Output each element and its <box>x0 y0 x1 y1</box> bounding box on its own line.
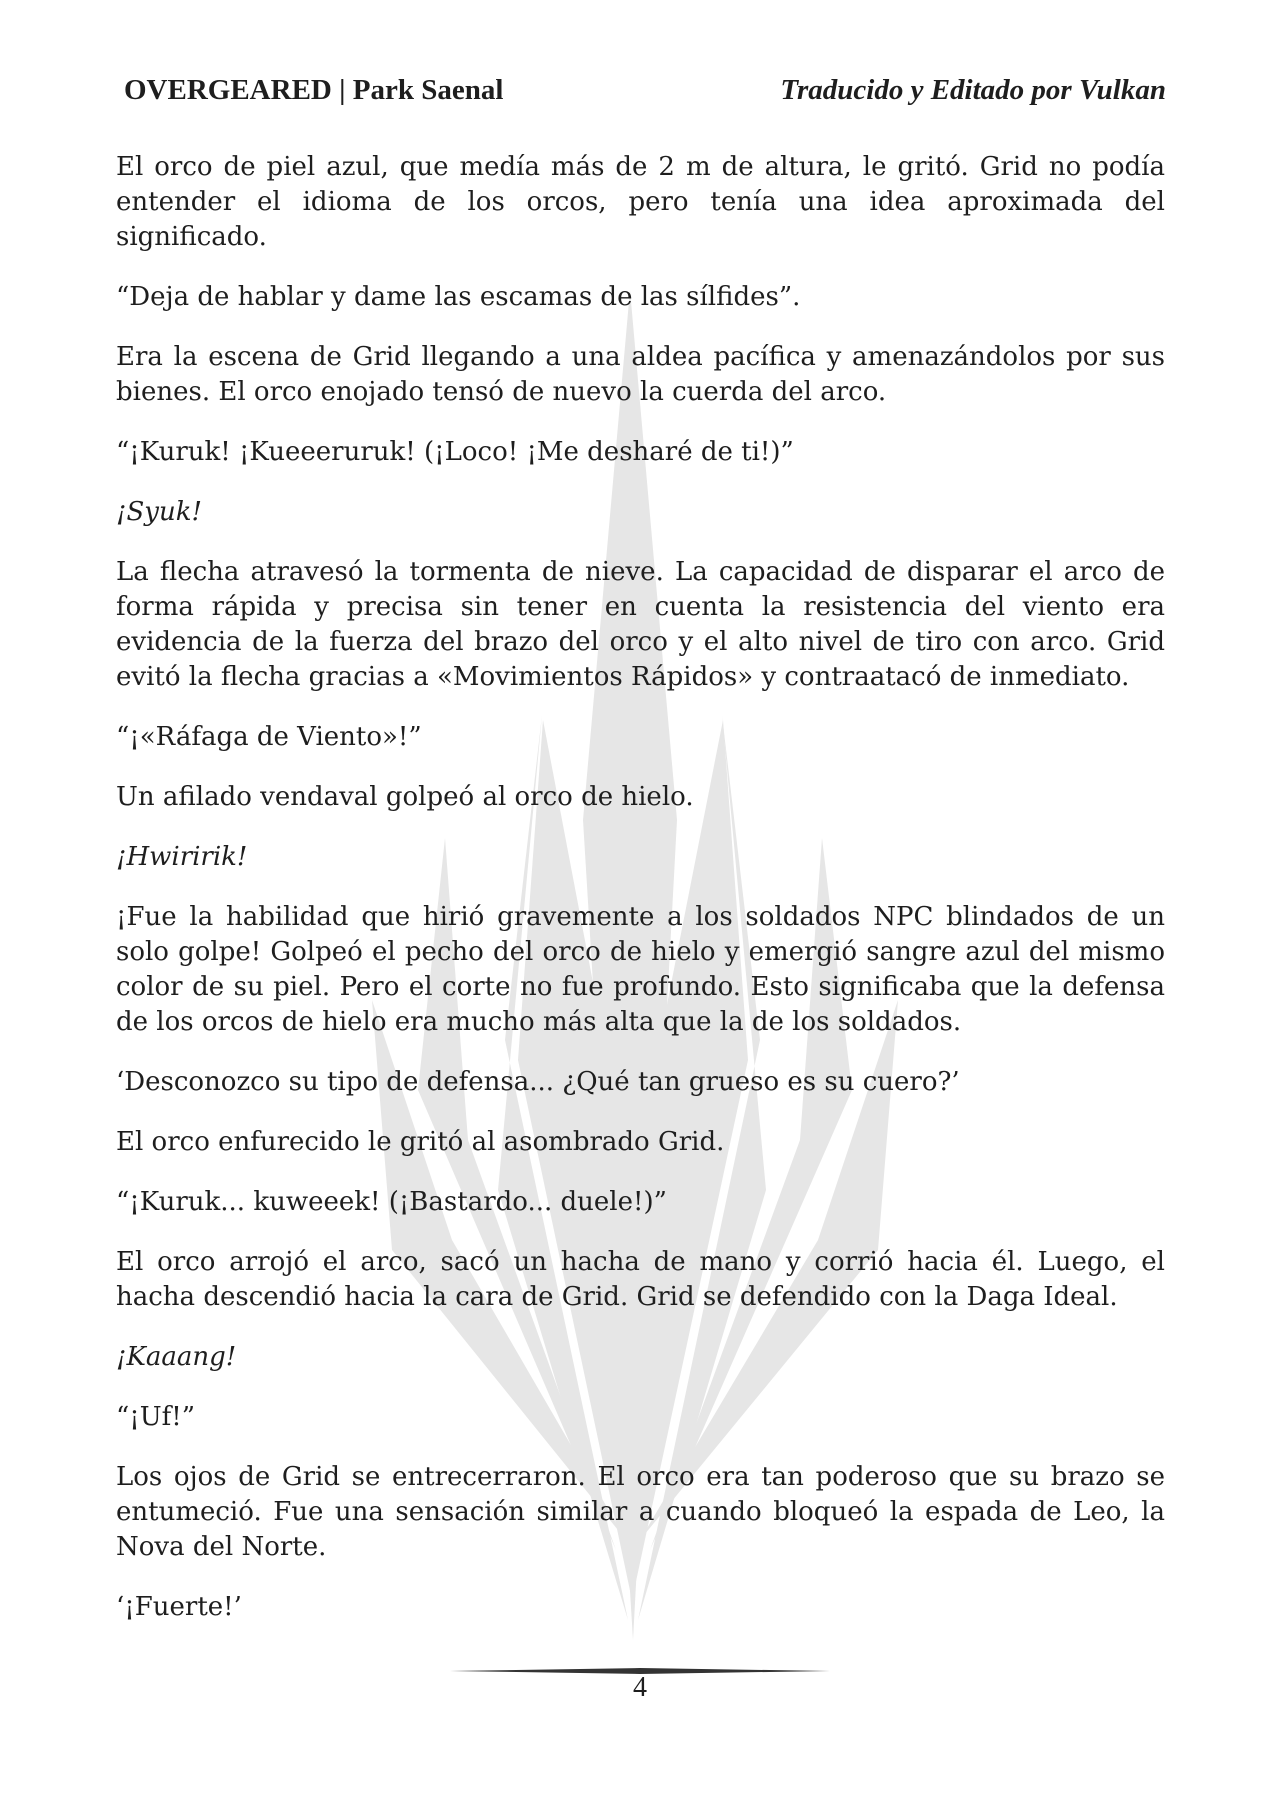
paragraph: “¡«Ráfaga de Viento»!” <box>116 722 422 752</box>
paragraph: “Deja de hablar y dame las escamas de las sílfides”. <box>116 282 801 312</box>
paragraph: El orco de piel azul, que medía más de 2 m de altura, le gritó. Grid no podía entender el idioma de los orcos, pero tenía una idea aproximada del significado. <box>116 152 1165 252</box>
page-number: 4 <box>633 1672 647 1703</box>
paragraph: “¡Kuruk! ¡Kueeeruruk! (¡Loco! ¡Me desharé de ti!)” <box>116 437 794 467</box>
running-header <box>124 74 1166 107</box>
paragraph: Un afilado vendaval golpeó al orco de hielo. <box>116 782 694 812</box>
sound-effect-paragraph: ¡Hwiririk! <box>116 842 248 872</box>
paragraph: ¡Fue la habilidad que hirió gravemente a los soldados NPC blindados de un solo golpe! Golpeó el pecho del orco de hielo y emergió sangre azul del mismo color de su piel. Pero el corte no fue profundo. Esto significaba que la defensa de los orcos de hielo era mucho más alta que la de los soldados. <box>116 902 1165 1037</box>
header-translator-credit: Traducido y Editado por Vulkan <box>780 74 1166 106</box>
paragraph: Los ojos de Grid se entrecerraron. El orco era tan poderoso que su brazo se entumeció. Fue una sensación similar a cuando bloqueó la espada de Leo, la Nova del Norte. <box>116 1462 1165 1562</box>
sound-effect-paragraph: ¡Kaaang! <box>116 1342 237 1372</box>
paragraph: Era la escena de Grid llegando a una aldea pacífica y amenazándolos por sus bienes. El orco enojado tensó de nuevo la cuerda del arco. <box>116 342 1165 407</box>
page-body <box>116 150 1165 1650</box>
paragraph: ‘¡Fuerte!’ <box>116 1592 242 1622</box>
paragraph: ‘Desconozco su tipo de defensa... ¿Qué tan grueso es su cuero?’ <box>116 1067 960 1097</box>
paragraph: “¡Uf!” <box>116 1402 196 1432</box>
paragraph: La flecha atravesó la tormenta de nieve. La capacidad de disparar el arco de forma rápida y precisa sin tener en cuenta la resistencia del viento era evidencia de la fuerza del brazo del orco y el alto nivel de tiro con arco. Grid evitó la flecha gracias a «Movimientos Rápidos» y contraatacó de inmediato. <box>116 557 1165 692</box>
paragraph: “¡Kuruk... kuweeek! (¡Bastardo... duele!)” <box>116 1187 667 1217</box>
paragraph: El orco enfurecido le gritó al asombrado Grid. <box>116 1127 725 1157</box>
sound-effect-paragraph: ¡Syuk! <box>116 497 202 527</box>
header-book-title: OVERGEARED | Park Saenal <box>124 74 504 106</box>
paragraph: El orco arrojó el arco, sacó un hacha de mano y corrió hacia él. Luego, el hacha descendió hacia la cara de Grid. Grid se defendido con la Daga Ideal. <box>116 1247 1165 1312</box>
